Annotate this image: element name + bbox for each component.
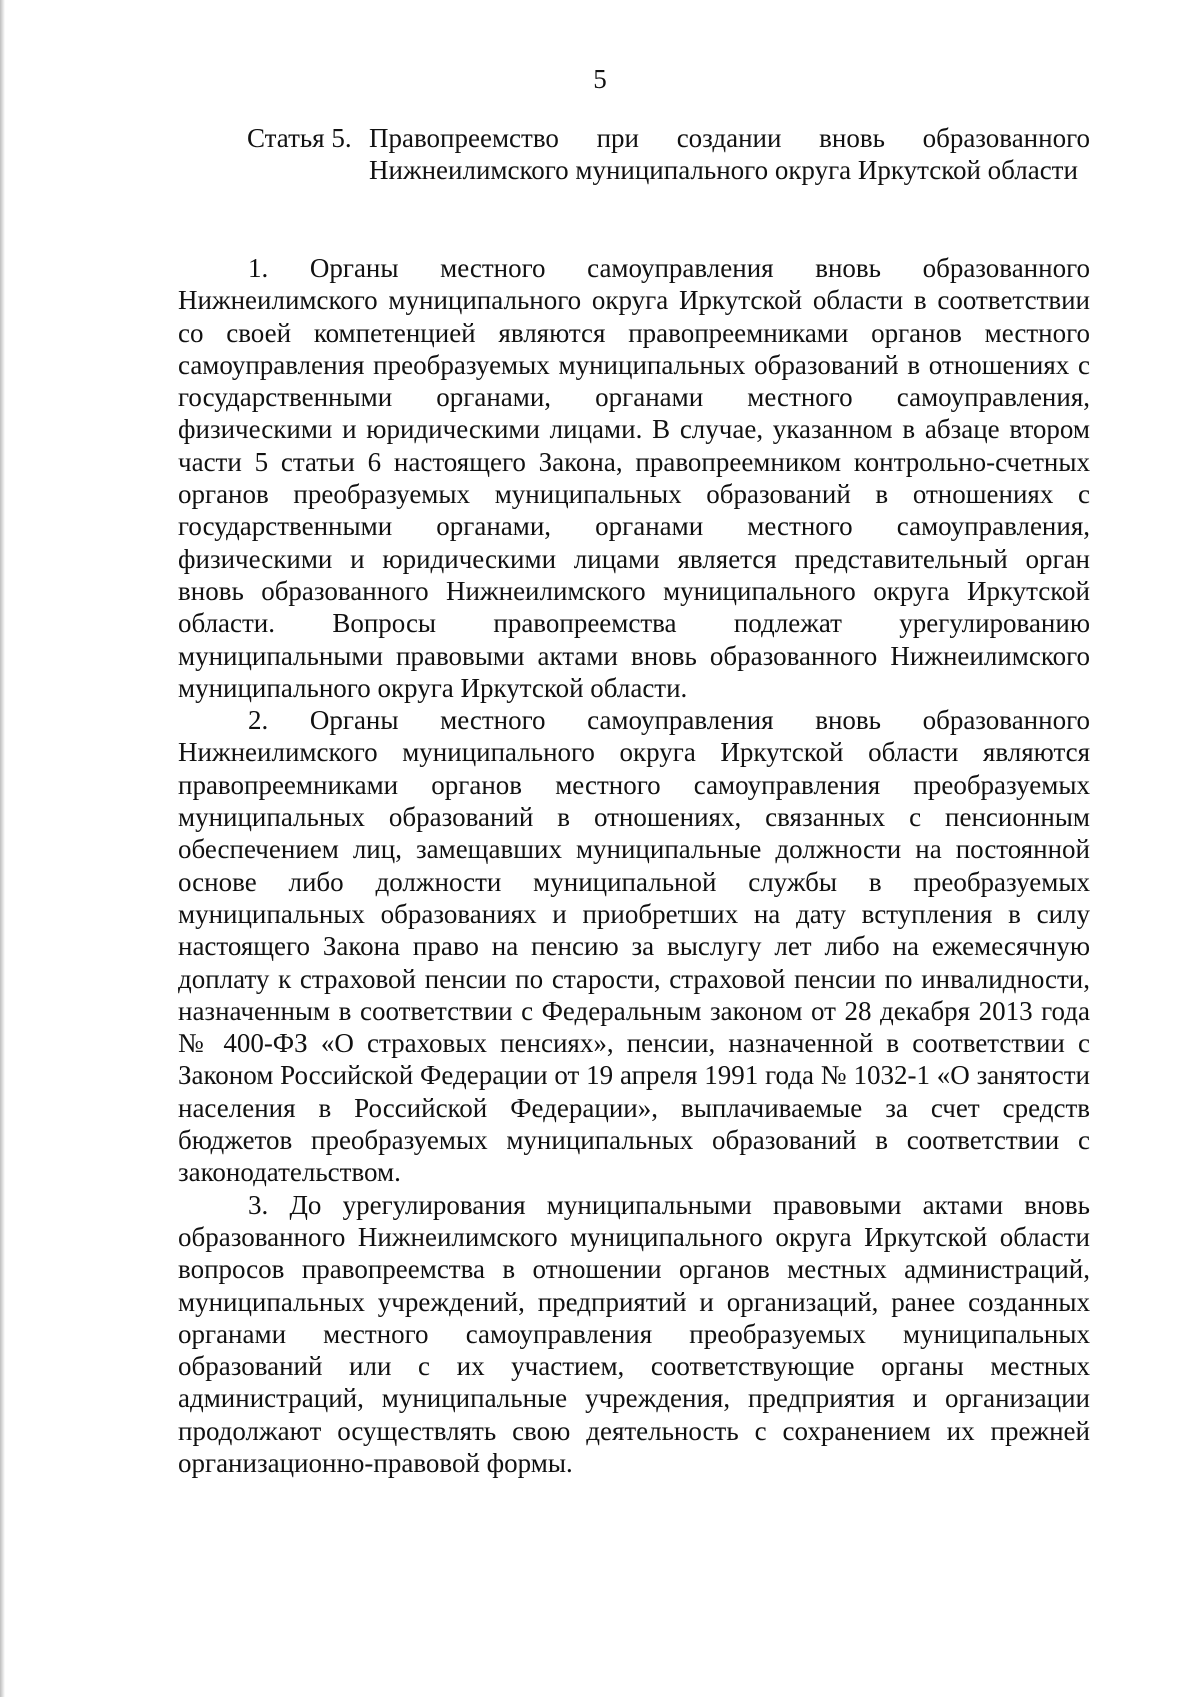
article-title: Правопреемство при создании вновь образованного Нижнеилимского муниципального округа Иркутской области (369, 123, 1090, 185)
article-body (178, 252, 1090, 1479)
article-heading (247, 122, 1090, 186)
paragraph-3: 3. До урегулирования муниципальными правовыми актами вновь образованного Нижнеилимского муниципального округа Иркутской области вопросов правопреемства в отношении органов местных администраций, муниципальных учреждений, предприятий и организаций, ранее созданных органами местного самоуправления преобразуемых муниципальных образований или с их участием, соответствующие органы местных администраций, муниципальные учреждения, предприятия и организации продолжают осуществлять свою деятельность с сохранением их прежней организационно-правовой формы. (178, 1189, 1090, 1478)
paragraph-2: 2. Органы местного самоуправления вновь образованного Нижнеилимского муниципального округа Иркутской области являются правопреемниками органов местного самоуправления преобразуемых муниципальных образований в отношениях, связанных с пенсионным обеспечением лиц, замещавших муниципальные должности на постоянной основе либо должности муниципальной службы в преобразуемых муниципальных образованиях и приобретших на дату вступления в силу настоящего Закона право на пенсию за выслугу лет либо на ежемесячную доплату к страховой пенсии по старости, страховой пенсии по инвалидности, назначенным в соответствии с Федеральным законом от 28 декабря 2013 года № 400-ФЗ «О страховых пенсиях», пенсии, назначенной в соответствии с Законом Российской Федерации от 19 апреля 1991 года № 1032-1 «О занятости населения в Российской Федерации», выплачиваемые за счет средств бюджетов преобразуемых муниципальных образований в соответствии с законодательством. (178, 705, 1090, 1188)
article-label: Статья 5. (247, 123, 352, 153)
page-number: 5 (593, 64, 607, 94)
scan-edge-shadow (0, 0, 5, 1697)
paragraph-1: 1. Органы местного самоуправления вновь образованного Нижнеилимского муниципального округа Иркутской области в соответствии со своей компетенцией являются правопреемниками органов местного самоуправления преобразуемых муниципальных образований в отношениях с государственными органами, органами местного самоуправления, физическими и юридическими лицами. В случае, указанном в абзаце втором части 5 статьи 6 настоящего Закона, правопреемником контрольно-счетных органов преобразуемых муниципальных образований в отношениях с государственными органами, органами местного самоуправления, физическими и юридическими лицами является представительный орган вновь образованного Нижнеилимского муниципального округа Иркутской области. Вопросы правопреемства подлежат урегулированию муниципальными правовыми актами вновь образованного Нижнеилимского муниципального округа Иркутской области. (178, 253, 1090, 703)
